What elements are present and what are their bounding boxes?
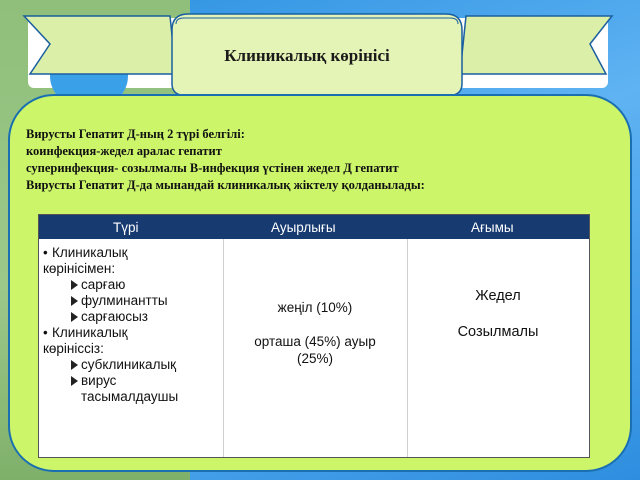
intro-line: Вирусты Гепатит Д-ның 2 түрі белгілі: — [26, 127, 245, 141]
list-item: вирус — [43, 373, 233, 389]
severity-cell — [239, 299, 391, 367]
course-acute: Жедел — [475, 288, 521, 304]
type-group-label-cont: көрінісімен: — [43, 261, 116, 276]
table-header — [39, 215, 589, 239]
type-group-label: • Клиникалық — [43, 325, 233, 341]
slide-title: Клиникалық көрінісі — [224, 46, 390, 65]
severity-mild: жеңіл (10%) — [277, 300, 353, 315]
list-item-cont: тасымалдаушы — [81, 389, 179, 404]
course-cell — [423, 287, 573, 341]
list-item: фулминантты — [43, 293, 233, 309]
severity-moderate-severe: орташа (45%) ауыр — [254, 334, 376, 349]
header-course: Ағымы — [471, 220, 514, 235]
severity-severe-pct: (25%) — [296, 351, 333, 366]
intro-line: коинфекция-жедел аралас гепатит — [26, 144, 222, 158]
type-cell — [43, 245, 233, 405]
course-chronic: Созылмалы — [457, 324, 539, 340]
list-item: сарғаю — [43, 277, 233, 293]
intro-line: суперинфекция- созылмалы В-инфекция үстінен жедел Д гепатит — [26, 161, 399, 175]
list-item: субклиникалық — [43, 357, 233, 373]
list-item: сарғаюсыз — [43, 309, 233, 325]
classification-table — [38, 214, 590, 458]
type-group-label-cont: көрініссіз: — [43, 341, 104, 356]
header-type: Түрі — [113, 220, 139, 235]
column-divider — [407, 239, 408, 457]
intro-text — [26, 126, 606, 194]
type-group-label: • Клиникалық — [43, 245, 233, 261]
intro-line: Вирусты Гепатит Д-да мынандай клиникалық жіктелу қолданылады: — [26, 178, 425, 192]
header-severity: Ауырлығы — [271, 220, 336, 235]
